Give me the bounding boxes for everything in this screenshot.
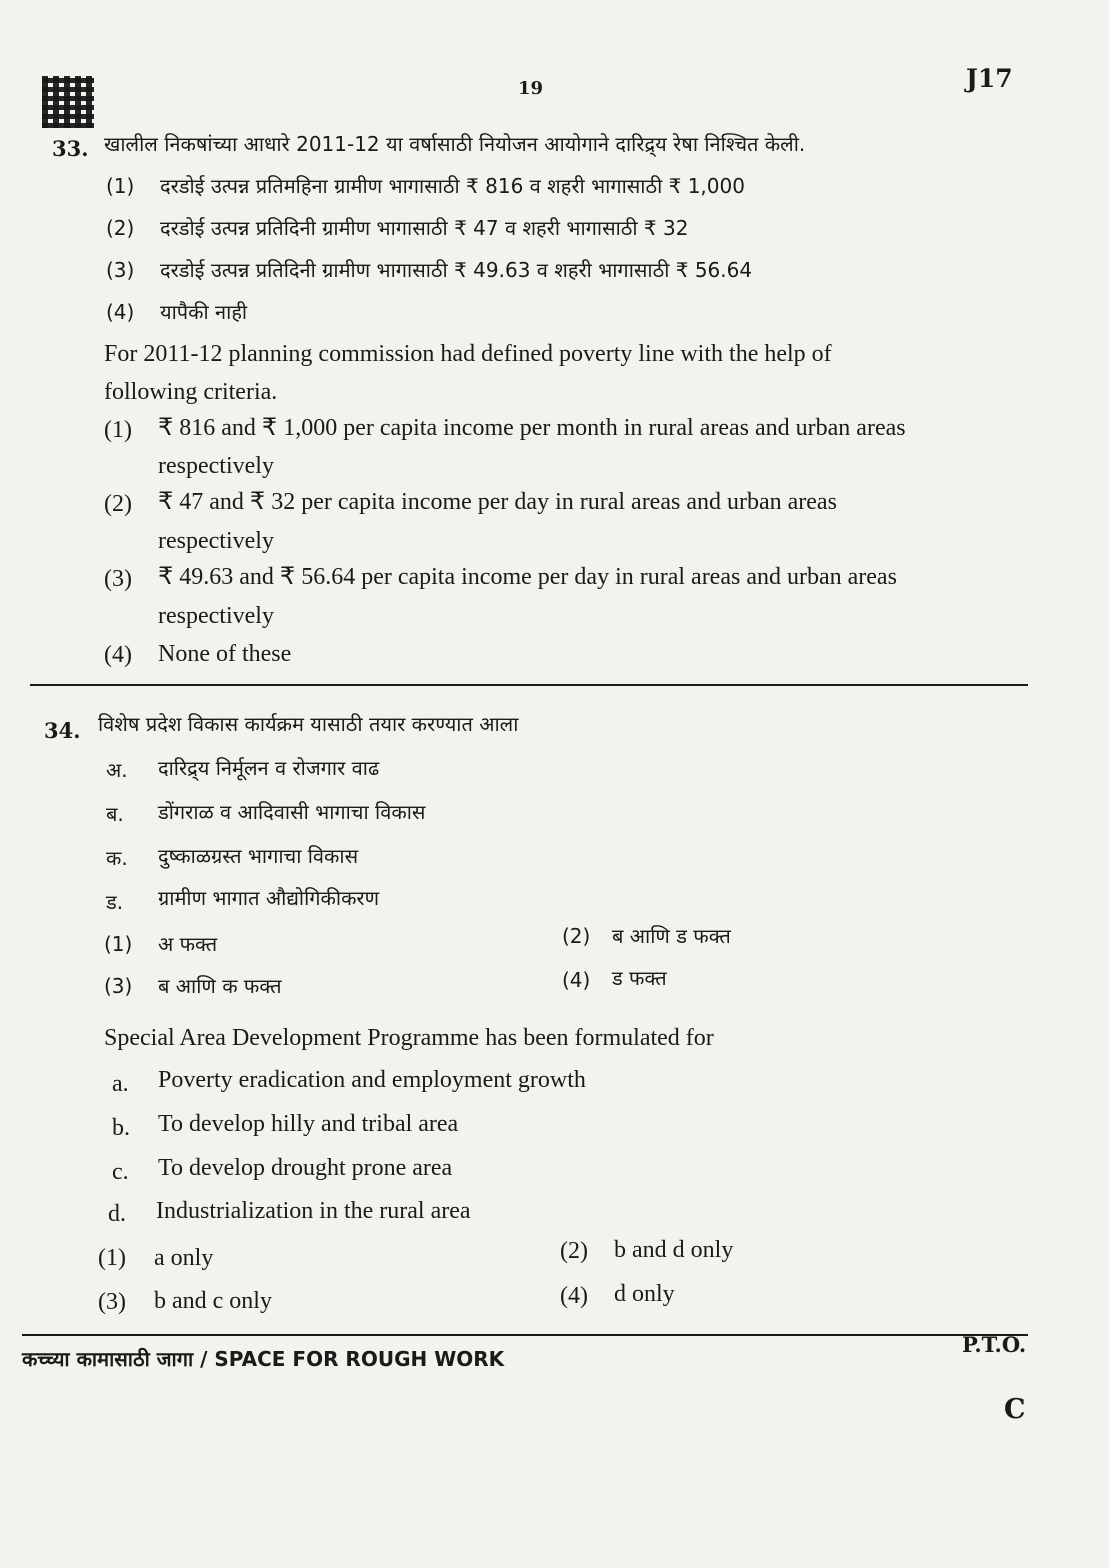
question-number: 34. [44, 718, 81, 743]
statement-text: डोंगराळ व आदिवासी भागाचा विकास [158, 800, 426, 824]
option-text: यापैकी नाही [160, 300, 248, 324]
page-number: 19 [518, 78, 544, 99]
option-number: (3) [98, 1289, 126, 1315]
option-text: ब आणि ड फक्त [612, 924, 731, 948]
option-text: respectively [158, 453, 274, 479]
statement-text: To develop hilly and tribal area [158, 1111, 459, 1137]
statement-text: दुष्काळग्रस्त भागाचा विकास [158, 844, 359, 868]
question-text-english: Special Area Development Programme has been formulated for [104, 1025, 714, 1051]
option-text: b and d only [614, 1237, 734, 1263]
option-text: ₹ 816 and ₹ 1,000 per capita income per month in rural areas and urban areas [158, 415, 906, 441]
option-number: (3) [106, 258, 135, 282]
option-text: अ फक्त [158, 932, 218, 956]
option-number: (1) [104, 932, 133, 956]
option-number: (1) [104, 417, 132, 443]
statement-key: ब. [106, 802, 124, 826]
option-text: ड फक्त [612, 966, 667, 990]
option-text: a only [154, 1245, 214, 1271]
rough-work-label: कच्च्या कामासाठी जागा / SPACE FOR ROUGH WORK [22, 1347, 505, 1371]
statement-text: दारिद्र्य निर्मूलन व रोजगार वाढ [158, 756, 380, 780]
option-number: (3) [104, 974, 133, 998]
question-text-english: following criteria. [104, 379, 278, 405]
question-text-english: For 2011-12 planning commission had defined poverty line with the help of [104, 341, 832, 367]
statement-key: अ. [106, 758, 128, 782]
booklet-set: C [1004, 1394, 1026, 1425]
option-text: d only [614, 1281, 675, 1307]
option-number: (4) [106, 300, 135, 324]
statement-key: क. [106, 846, 128, 870]
statement-key: a. [112, 1071, 129, 1097]
option-number: (2) [106, 216, 135, 240]
option-text: respectively [158, 603, 274, 629]
statement-text: To develop drought prone area [158, 1155, 453, 1181]
pto-label: P.T.O. [962, 1332, 1027, 1357]
option-text: respectively [158, 528, 274, 554]
option-number: (2) [560, 1238, 588, 1264]
option-text: b and c only [154, 1288, 272, 1314]
qr-code-icon [42, 76, 94, 128]
option-text: दरडोई उत्पन्न प्रतिमहिना ग्रामीण भागासाठी ₹ 816 व शहरी भागासाठी ₹ 1,000 [160, 174, 745, 198]
statement-text: ग्रामीण भागात औद्योगिकीकरण [158, 886, 380, 910]
statement-key: c. [112, 1159, 129, 1185]
option-text: ₹ 47 and ₹ 32 per capita income per day in rural areas and urban areas [158, 489, 837, 515]
option-number: (1) [98, 1245, 126, 1271]
option-text: ब आणि क फक्त [158, 974, 282, 998]
option-number: (2) [104, 491, 132, 517]
option-text: दरडोई उत्पन्न प्रतिदिनी ग्रामीण भागासाठी ₹ 49.63 व शहरी भागासाठी ₹ 56.64 [160, 258, 753, 282]
option-text: None of these [158, 641, 292, 667]
option-number: (3) [104, 566, 132, 592]
footer-divider [22, 1334, 1028, 1336]
question-text-marathi: खालील निकषांच्या आधारे 2011-12 या वर्षासाठी नियोजन आयोगाने दारिद्र्य रेषा निश्चित केली. [104, 132, 806, 156]
option-number: (2) [562, 924, 591, 948]
option-number: (4) [560, 1283, 588, 1309]
question-text-marathi: विशेष प्रदेश विकास कार्यक्रम यासाठी तयार करण्यात आला [98, 712, 519, 736]
statement-key: ड. [106, 890, 124, 914]
paper-code: J17 [966, 64, 1013, 93]
question-number: 33. [52, 136, 89, 161]
option-number: (1) [106, 174, 135, 198]
statement-key: b. [112, 1115, 130, 1141]
divider [30, 684, 1028, 686]
statement-text: Poverty eradication and employment growth [158, 1067, 586, 1093]
statement-text: Industrialization in the rural area [156, 1198, 471, 1224]
statement-key: d. [108, 1201, 126, 1227]
option-text: ₹ 49.63 and ₹ 56.64 per capita income per day in rural areas and urban areas [158, 564, 897, 590]
option-number: (4) [104, 642, 132, 668]
option-number: (4) [562, 968, 591, 992]
option-text: दरडोई उत्पन्न प्रतिदिनी ग्रामीण भागासाठी ₹ 47 व शहरी भागासाठी ₹ 32 [160, 216, 689, 240]
